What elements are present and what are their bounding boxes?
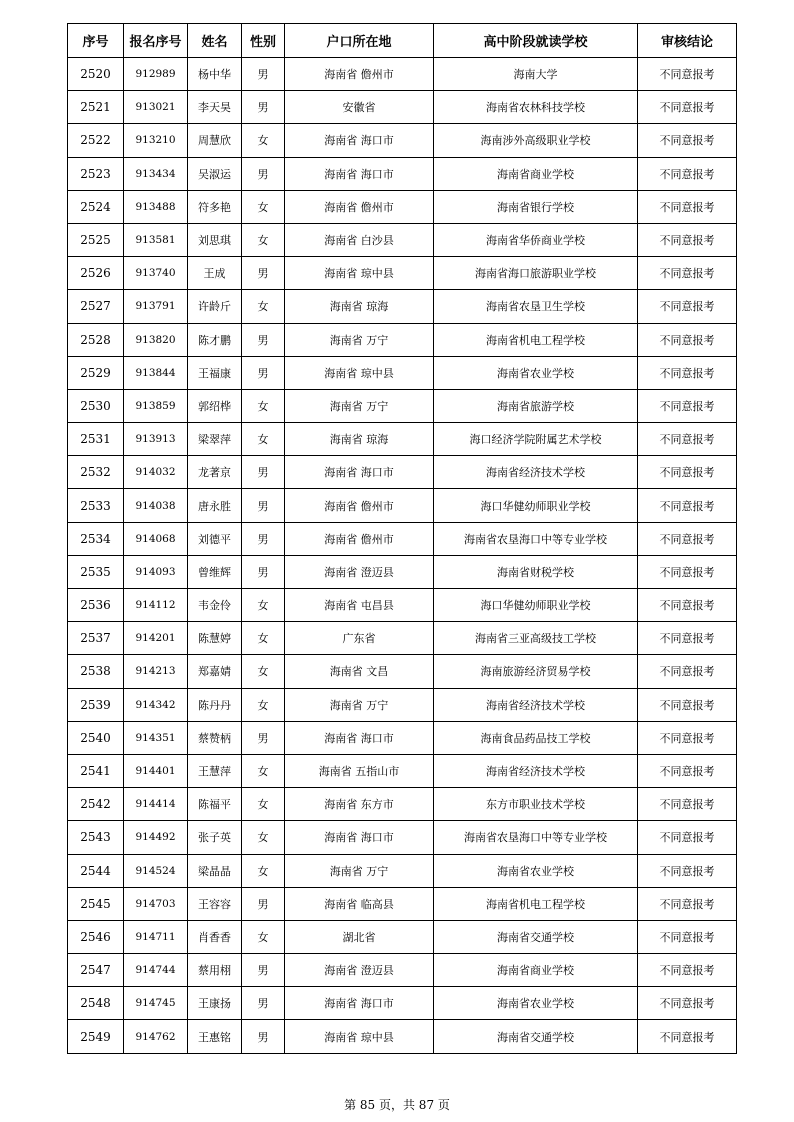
- cell-gender: 女: [242, 821, 285, 854]
- table-row: [68, 522, 737, 555]
- cell-residence: 海南省 儋州市: [285, 522, 434, 555]
- cell-conclusion: 不同意报考: [638, 821, 737, 854]
- cell-conclusion: 不同意报考: [638, 655, 737, 688]
- cell-conclusion: 不同意报考: [638, 489, 737, 522]
- cell-residence: 海南省 澄迈县: [285, 555, 434, 588]
- cell-name: 吴淑运: [188, 157, 242, 190]
- cell-residence: 海南省 万宁: [285, 389, 434, 422]
- table-row: [68, 954, 737, 987]
- table-row: [68, 456, 737, 489]
- cell-residence: 海南省 海口市: [285, 124, 434, 157]
- cell-name: 杨中华: [188, 58, 242, 91]
- cell-gender: 男: [242, 157, 285, 190]
- cell-conclusion: 不同意报考: [638, 555, 737, 588]
- cell-conclusion: 不同意报考: [638, 223, 737, 256]
- cell-school: 海南省农业学校: [434, 356, 638, 389]
- cell-seq: 2534: [68, 522, 124, 555]
- cell-name: 陈丹丹: [188, 688, 242, 721]
- cell-name: 王福康: [188, 356, 242, 389]
- cell-reg-no: 913581: [124, 223, 188, 256]
- header-seq: 序号: [68, 24, 124, 58]
- cell-school: 海南省农垦卫生学校: [434, 290, 638, 323]
- cell-school: 海南涉外高级职业学校: [434, 124, 638, 157]
- cell-gender: 女: [242, 622, 285, 655]
- cell-residence: 海南省 琼中县: [285, 257, 434, 290]
- cell-name: 周慧欣: [188, 124, 242, 157]
- cell-seq: 2542: [68, 788, 124, 821]
- table-row: [68, 489, 737, 522]
- cell-gender: 男: [242, 954, 285, 987]
- cell-conclusion: 不同意报考: [638, 257, 737, 290]
- cell-gender: 男: [242, 555, 285, 588]
- cell-seq: 2522: [68, 124, 124, 157]
- cell-residence: 海南省 琼海: [285, 423, 434, 456]
- cell-seq: 2523: [68, 157, 124, 190]
- cell-reg-no: 913740: [124, 257, 188, 290]
- table-row: [68, 987, 737, 1020]
- cell-seq: 2528: [68, 323, 124, 356]
- cell-seq: 2527: [68, 290, 124, 323]
- cell-conclusion: 不同意报考: [638, 987, 737, 1020]
- cell-name: 梁翠萍: [188, 423, 242, 456]
- cell-reg-no: 914745: [124, 987, 188, 1020]
- cell-reg-no: 914112: [124, 589, 188, 622]
- cell-reg-no: 914068: [124, 522, 188, 555]
- table-row: [68, 589, 737, 622]
- cell-gender: 女: [242, 920, 285, 953]
- table-body: [68, 58, 737, 1054]
- cell-school: 海南省财税学校: [434, 555, 638, 588]
- cell-reg-no: 914093: [124, 555, 188, 588]
- cell-school: 海南省农业学校: [434, 987, 638, 1020]
- table-row: [68, 389, 737, 422]
- table-row: [68, 754, 737, 787]
- cell-gender: 男: [242, 58, 285, 91]
- cell-seq: 2547: [68, 954, 124, 987]
- cell-school: 海南省机电工程学校: [434, 323, 638, 356]
- cell-school: 海南省旅游学校: [434, 389, 638, 422]
- table-row: [68, 356, 737, 389]
- cell-residence: 海南省 白沙县: [285, 223, 434, 256]
- cell-conclusion: 不同意报考: [638, 356, 737, 389]
- cell-name: 韦金伶: [188, 589, 242, 622]
- cell-name: 龙著京: [188, 456, 242, 489]
- cell-gender: 女: [242, 423, 285, 456]
- cell-seq: 2535: [68, 555, 124, 588]
- cell-school: 海南省农业学校: [434, 854, 638, 887]
- cell-school: 海南省经济技术学校: [434, 754, 638, 787]
- cell-school: 海南省华侨商业学校: [434, 223, 638, 256]
- cell-seq: 2540: [68, 721, 124, 754]
- cell-seq: 2546: [68, 920, 124, 953]
- cell-gender: 男: [242, 887, 285, 920]
- header-school: 高中阶段就读学校: [434, 24, 638, 58]
- cell-seq: 2544: [68, 854, 124, 887]
- cell-gender: 男: [242, 323, 285, 356]
- cell-gender: 男: [242, 1020, 285, 1053]
- cell-seq: 2541: [68, 754, 124, 787]
- cell-residence: 海南省 琼中县: [285, 1020, 434, 1053]
- cell-residence: 湖北省: [285, 920, 434, 953]
- cell-conclusion: 不同意报考: [638, 323, 737, 356]
- cell-name: 刘思琪: [188, 223, 242, 256]
- cell-residence: 海南省 临高县: [285, 887, 434, 920]
- cell-reg-no: 913488: [124, 190, 188, 223]
- cell-conclusion: 不同意报考: [638, 423, 737, 456]
- cell-name: 曾维辉: [188, 555, 242, 588]
- cell-name: 唐永胜: [188, 489, 242, 522]
- cell-gender: 女: [242, 124, 285, 157]
- cell-name: 梁晶晶: [188, 854, 242, 887]
- table-row: [68, 423, 737, 456]
- cell-gender: 女: [242, 688, 285, 721]
- cell-reg-no: 914524: [124, 854, 188, 887]
- cell-gender: 女: [242, 389, 285, 422]
- cell-seq: 2548: [68, 987, 124, 1020]
- page-number: 第 85 页，共 87 页: [344, 1098, 450, 1112]
- cell-reg-no: 914038: [124, 489, 188, 522]
- header-gender: 性别: [242, 24, 285, 58]
- table-row: [68, 157, 737, 190]
- cell-residence: 海南省 琼中县: [285, 356, 434, 389]
- cell-residence: 海南省 海口市: [285, 157, 434, 190]
- cell-gender: 女: [242, 754, 285, 787]
- cell-name: 王容容: [188, 887, 242, 920]
- cell-conclusion: 不同意报考: [638, 688, 737, 721]
- table-row: [68, 223, 737, 256]
- cell-conclusion: 不同意报考: [638, 91, 737, 124]
- cell-seq: 2531: [68, 423, 124, 456]
- cell-residence: 海南省 东方市: [285, 788, 434, 821]
- cell-residence: 海南省 海口市: [285, 456, 434, 489]
- table-row: [68, 555, 737, 588]
- table-row: [68, 887, 737, 920]
- cell-residence: 海南省 屯昌县: [285, 589, 434, 622]
- cell-reg-no: 913434: [124, 157, 188, 190]
- cell-conclusion: 不同意报考: [638, 58, 737, 91]
- cell-conclusion: 不同意报考: [638, 754, 737, 787]
- cell-reg-no: 913820: [124, 323, 188, 356]
- table-row: [68, 721, 737, 754]
- cell-residence: 海南省 儋州市: [285, 190, 434, 223]
- cell-gender: 女: [242, 788, 285, 821]
- cell-residence: 海南省 文昌: [285, 655, 434, 688]
- cell-gender: 女: [242, 854, 285, 887]
- cell-residence: 海南省 儋州市: [285, 489, 434, 522]
- cell-name: 王成: [188, 257, 242, 290]
- cell-conclusion: 不同意报考: [638, 389, 737, 422]
- cell-gender: 男: [242, 91, 285, 124]
- table-row: [68, 920, 737, 953]
- cell-reg-no: 913021: [124, 91, 188, 124]
- cell-seq: 2537: [68, 622, 124, 655]
- table-row: [68, 124, 737, 157]
- cell-conclusion: 不同意报考: [638, 589, 737, 622]
- cell-gender: 男: [242, 721, 285, 754]
- cell-name: 符多艳: [188, 190, 242, 223]
- header-name: 姓名: [188, 24, 242, 58]
- cell-conclusion: 不同意报考: [638, 522, 737, 555]
- cell-residence: 海南省 万宁: [285, 854, 434, 887]
- cell-name: 肖香香: [188, 920, 242, 953]
- cell-school: 海南省海口旅游职业学校: [434, 257, 638, 290]
- cell-reg-no: 914213: [124, 655, 188, 688]
- cell-school: 海南省交通学校: [434, 920, 638, 953]
- cell-school: 海南省经济技术学校: [434, 456, 638, 489]
- cell-reg-no: 914032: [124, 456, 188, 489]
- cell-reg-no: 912989: [124, 58, 188, 91]
- header-row: [68, 24, 737, 58]
- cell-school: 海口华健幼师职业学校: [434, 489, 638, 522]
- review-results-table: [67, 23, 737, 1054]
- cell-gender: 男: [242, 987, 285, 1020]
- header-residence: 户口所在地: [285, 24, 434, 58]
- table-row: [68, 257, 737, 290]
- cell-school: 海南省经济技术学校: [434, 688, 638, 721]
- cell-school: 海南旅游经济贸易学校: [434, 655, 638, 688]
- table-row: [68, 655, 737, 688]
- cell-name: 蔡赞柄: [188, 721, 242, 754]
- cell-reg-no: 914401: [124, 754, 188, 787]
- table-row: [68, 91, 737, 124]
- cell-conclusion: 不同意报考: [638, 1020, 737, 1053]
- cell-name: 王惠铭: [188, 1020, 242, 1053]
- table-row: [68, 1020, 737, 1053]
- cell-school: 海南省农垦海口中等专业学校: [434, 821, 638, 854]
- cell-school: 海南大学: [434, 58, 638, 91]
- cell-seq: 2549: [68, 1020, 124, 1053]
- cell-conclusion: 不同意报考: [638, 456, 737, 489]
- table-row: [68, 290, 737, 323]
- cell-reg-no: 913844: [124, 356, 188, 389]
- cell-name: 王康扬: [188, 987, 242, 1020]
- cell-name: 郭绍桦: [188, 389, 242, 422]
- cell-reg-no: 914744: [124, 954, 188, 987]
- cell-seq: 2545: [68, 887, 124, 920]
- cell-conclusion: 不同意报考: [638, 290, 737, 323]
- cell-school: 东方市职业技术学校: [434, 788, 638, 821]
- cell-gender: 女: [242, 190, 285, 223]
- cell-name: 蔡用栩: [188, 954, 242, 987]
- cell-gender: 男: [242, 489, 285, 522]
- cell-reg-no: 914342: [124, 688, 188, 721]
- cell-gender: 男: [242, 456, 285, 489]
- cell-school: 海南省银行学校: [434, 190, 638, 223]
- cell-gender: 男: [242, 257, 285, 290]
- cell-school: 海南省商业学校: [434, 954, 638, 987]
- cell-name: 陈福平: [188, 788, 242, 821]
- cell-school: 海南省商业学校: [434, 157, 638, 190]
- cell-seq: 2525: [68, 223, 124, 256]
- cell-seq: 2520: [68, 58, 124, 91]
- cell-school: 海南食品药品技工学校: [434, 721, 638, 754]
- cell-gender: 男: [242, 522, 285, 555]
- cell-gender: 女: [242, 655, 285, 688]
- cell-conclusion: 不同意报考: [638, 887, 737, 920]
- cell-reg-no: 914492: [124, 821, 188, 854]
- cell-seq: 2543: [68, 821, 124, 854]
- cell-name: 郑嘉婧: [188, 655, 242, 688]
- cell-residence: 海南省 万宁: [285, 688, 434, 721]
- cell-school: 海口经济学院附属艺术学校: [434, 423, 638, 456]
- cell-residence: 海南省 万宁: [285, 323, 434, 356]
- table-row: [68, 788, 737, 821]
- cell-name: 李天昊: [188, 91, 242, 124]
- cell-name: 张子英: [188, 821, 242, 854]
- cell-conclusion: 不同意报考: [638, 190, 737, 223]
- cell-name: 许龄斤: [188, 290, 242, 323]
- cell-conclusion: 不同意报考: [638, 920, 737, 953]
- cell-seq: 2530: [68, 389, 124, 422]
- cell-conclusion: 不同意报考: [638, 124, 737, 157]
- cell-name: 刘德平: [188, 522, 242, 555]
- cell-school: 海南省机电工程学校: [434, 887, 638, 920]
- cell-conclusion: 不同意报考: [638, 622, 737, 655]
- cell-seq: 2526: [68, 257, 124, 290]
- table-header: [68, 24, 737, 58]
- cell-residence: 广东省: [285, 622, 434, 655]
- table-row: [68, 622, 737, 655]
- cell-reg-no: 913210: [124, 124, 188, 157]
- cell-reg-no: 914351: [124, 721, 188, 754]
- cell-reg-no: 914711: [124, 920, 188, 953]
- cell-residence: 海南省 海口市: [285, 721, 434, 754]
- cell-school: 海南省交通学校: [434, 1020, 638, 1053]
- cell-seq: 2524: [68, 190, 124, 223]
- cell-seq: 2532: [68, 456, 124, 489]
- cell-seq: 2536: [68, 589, 124, 622]
- table-row: [68, 688, 737, 721]
- cell-residence: 海南省 琼海: [285, 290, 434, 323]
- cell-residence: 海南省 儋州市: [285, 58, 434, 91]
- header-conclusion: 审核结论: [638, 24, 737, 58]
- cell-reg-no: 913859: [124, 389, 188, 422]
- cell-conclusion: 不同意报考: [638, 721, 737, 754]
- table-row: [68, 190, 737, 223]
- cell-school: 海南省农林科技学校: [434, 91, 638, 124]
- cell-seq: 2521: [68, 91, 124, 124]
- cell-seq: 2529: [68, 356, 124, 389]
- cell-name: 王慧萍: [188, 754, 242, 787]
- cell-seq: 2538: [68, 655, 124, 688]
- cell-school: 海南省农垦海口中等专业学校: [434, 522, 638, 555]
- cell-gender: 女: [242, 223, 285, 256]
- cell-name: 陈才鹏: [188, 323, 242, 356]
- cell-residence: 安徽省: [285, 91, 434, 124]
- cell-conclusion: 不同意报考: [638, 157, 737, 190]
- cell-gender: 女: [242, 589, 285, 622]
- cell-residence: 海南省 海口市: [285, 987, 434, 1020]
- table-row: [68, 854, 737, 887]
- cell-gender: 男: [242, 356, 285, 389]
- cell-conclusion: 不同意报考: [638, 954, 737, 987]
- table-row: [68, 58, 737, 91]
- cell-reg-no: 913913: [124, 423, 188, 456]
- cell-gender: 女: [242, 290, 285, 323]
- cell-residence: 海南省 海口市: [285, 821, 434, 854]
- cell-residence: 海南省 五指山市: [285, 754, 434, 787]
- cell-reg-no: 914703: [124, 887, 188, 920]
- cell-reg-no: 914762: [124, 1020, 188, 1053]
- cell-seq: 2533: [68, 489, 124, 522]
- table-row: [68, 821, 737, 854]
- table-row: [68, 323, 737, 356]
- cell-residence: 海南省 澄迈县: [285, 954, 434, 987]
- cell-reg-no: 913791: [124, 290, 188, 323]
- cell-school: 海南省三亚高级技工学校: [434, 622, 638, 655]
- cell-reg-no: 914201: [124, 622, 188, 655]
- cell-conclusion: 不同意报考: [638, 854, 737, 887]
- header-reg-no: 报名序号: [124, 24, 188, 58]
- cell-seq: 2539: [68, 688, 124, 721]
- cell-conclusion: 不同意报考: [638, 788, 737, 821]
- cell-name: 陈慧婷: [188, 622, 242, 655]
- cell-school: 海口华健幼师职业学校: [434, 589, 638, 622]
- cell-reg-no: 914414: [124, 788, 188, 821]
